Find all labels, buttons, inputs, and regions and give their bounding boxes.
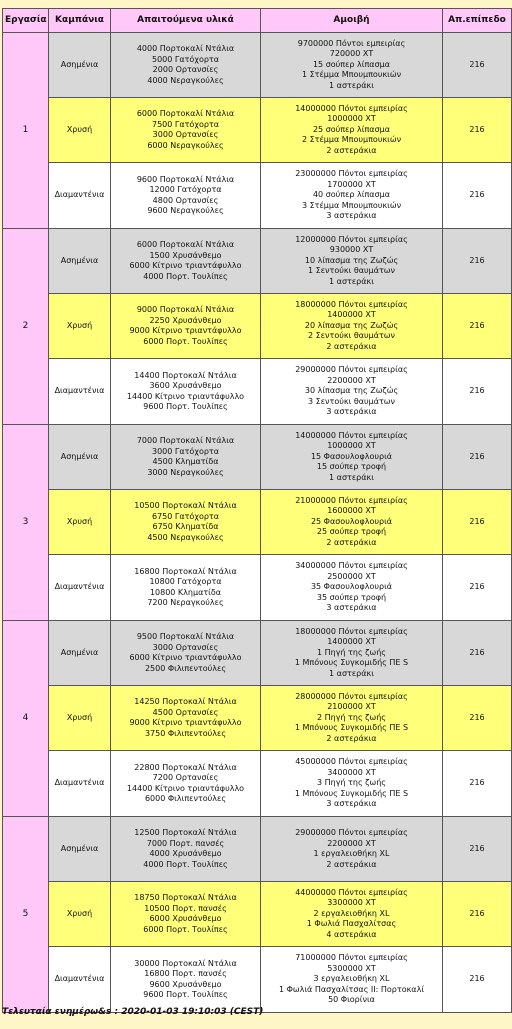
reward-item: 1 εργαλειοθήκη XL [313, 849, 390, 858]
required-level: 216 [443, 621, 512, 686]
campaign-label: Ασημένια [49, 229, 111, 294]
reward-item: 2 εργαλειοθήκη XL [313, 908, 390, 918]
material-item: 2500 Φιλιπεντούλες [144, 663, 227, 673]
table-row [3, 817, 512, 882]
reward-item: 2 Πηγή της ζωής [316, 712, 386, 722]
reward-item: 1 αστεράκι [329, 668, 374, 678]
material-item: 4500 Ορτανσίες [152, 707, 219, 717]
reward-item: 3400000 ΧΤ [327, 767, 376, 777]
material-item: 10800 Κληματίδα [149, 587, 222, 597]
reward-item: 2 αστεράκια [326, 341, 377, 351]
table-row [3, 882, 512, 947]
reward-item: 25 Φασουλοφλουριά [310, 516, 393, 526]
material-item: 6750 Γατόχορτα [151, 511, 220, 521]
table-row [3, 425, 512, 490]
reward-item: 1000000 ΧΤ [327, 441, 376, 451]
materials-cell [111, 425, 261, 490]
required-level: 216 [443, 751, 512, 817]
table-row [3, 490, 512, 555]
table-row [3, 751, 512, 817]
reward-item: 1 αστεράκι [329, 472, 374, 482]
reward-item: 930000 ΧΤ [329, 245, 374, 255]
quest-table [2, 8, 512, 1013]
reward-item: 15 σούπερ τροφή [316, 462, 387, 472]
last-updated: Τελευταία ενημέρω&s : 2020-01-03 19:10:03 (CEST) [2, 1007, 264, 1017]
rewards-cell [261, 163, 443, 229]
reward-item: 15 Φασουλοφλουριά [310, 451, 393, 461]
table-row [3, 229, 512, 294]
required-level: 216 [443, 229, 512, 294]
rewards-cell [261, 359, 443, 425]
required-level: 216 [443, 947, 512, 1013]
header-level: Απ.επίπεδο [443, 9, 512, 33]
material-item: 9600 Πορτοκαλί Ντάλια [136, 174, 235, 184]
material-item: 10800 Γατόχορτα [149, 577, 222, 586]
rewards-cell [261, 555, 443, 621]
material-item: 7000 Πορτ. πανσές [146, 838, 225, 848]
reward-item: 14000000 Πόντοι εμπειρίας [295, 103, 408, 113]
rewards-cell [261, 490, 443, 555]
reward-item: 23000000 Πόντοι εμπειρίας [295, 169, 408, 179]
campaign-label: Διαμαντένια [49, 163, 111, 229]
reward-item: 1400000 ΧΤ [327, 637, 376, 647]
rewards-cell [261, 621, 443, 686]
reward-item: 5300000 ΧΤ [327, 963, 376, 973]
campaign-label: Διαμαντένια [49, 751, 111, 817]
reward-item: 71000000 Πόντοι εμπειρίας [295, 953, 408, 963]
reward-item: 12000000 Πόντοι εμπειρίας [295, 234, 408, 244]
campaign-label: Χρυσή [49, 882, 111, 947]
required-level: 216 [443, 686, 512, 751]
reward-item: 34000000 Πόντοι εμπειρίας [295, 561, 408, 571]
campaign-label: Διαμαντένια [49, 359, 111, 425]
material-item: 6750 Κληματίδα [152, 522, 219, 531]
quest-number: 4 [3, 621, 49, 817]
rewards-cell [261, 947, 443, 1013]
table-row [3, 294, 512, 359]
reward-item: 29000000 Πόντοι εμπειρίας [295, 828, 408, 837]
materials-cell [111, 33, 261, 98]
material-item: 6000 Πορτ. Τουλίπες [143, 336, 228, 346]
materials-cell [111, 359, 261, 425]
material-item: 9600 Πορτ. Τουλίπες [143, 402, 228, 411]
material-item: 6000 Πορτοκαλί Ντάλια [136, 109, 235, 118]
reward-item: 15 σούπερ λίπασμα [312, 59, 391, 69]
material-item: 12500 Πορτοκαλί Ντάλια [134, 828, 237, 837]
materials-cell [111, 294, 261, 359]
material-item: 14250 Πορτοκαλί Ντάλια [134, 697, 237, 706]
rewards-cell [261, 98, 443, 163]
material-item: 16800 Πορτοκαλί Ντάλια [134, 566, 237, 576]
required-level: 216 [443, 490, 512, 555]
material-item: 5000 Γατόχορτα [151, 54, 220, 64]
reward-item: 50 Φιορίνια [328, 995, 375, 1005]
material-item: 6000 Νεραγκούλες [147, 140, 224, 150]
header-campaign: Καμπάνια [49, 9, 111, 33]
material-item: 4000 Πορτοκαλί Ντάλια [136, 44, 235, 53]
reward-item: 2 αστεράκια [326, 859, 377, 869]
reward-item: 18000000 Πόντοι εμπειρίας [295, 299, 408, 309]
quest-number: 3 [3, 425, 49, 621]
campaign-label: Ασημένια [49, 817, 111, 882]
materials-cell [111, 490, 261, 555]
required-level: 216 [443, 163, 512, 229]
reward-item: 3 Πηγή της ζωής [316, 778, 386, 788]
reward-item: 21000000 Πόντοι εμπειρίας [295, 495, 408, 505]
reward-item: 2200000 ΧΤ [327, 375, 376, 385]
reward-item: 3 αστεράκια [326, 407, 377, 417]
campaign-label: Ασημένια [49, 621, 111, 686]
material-item: 4000 Πορτ. Τουλίπες [143, 859, 228, 869]
reward-item: 2 αστεράκια [326, 537, 377, 547]
table-row [3, 947, 512, 1013]
material-item: 4800 Ορτανσίες [152, 195, 219, 205]
rewards-cell [261, 817, 443, 882]
reward-item: 4 αστεράκια [326, 929, 377, 939]
reward-item: 2 αστεράκια [326, 145, 377, 155]
reward-item: 2100000 ΧΤ [327, 702, 376, 712]
reward-item: 1 Μπόνους Συγκομιδής ΠΕ S [294, 723, 409, 733]
header-quest: Εργασία [3, 9, 49, 33]
reward-item: 3 εργαλειοθήκη XL [313, 974, 390, 984]
reward-item: 1 αστεράκι [329, 276, 374, 286]
reward-item: 1 Πηγή της ζωής [316, 647, 386, 657]
reward-item: 1 Φωλιά Πασχαλίτσας II: Πορτοκαλί [278, 984, 425, 994]
quest-table-body [3, 33, 512, 1013]
reward-item: 44000000 Πόντοι εμπειρίας [295, 887, 408, 897]
reward-item: 25 σούπερ τροφή [316, 527, 387, 537]
rewards-cell [261, 229, 443, 294]
campaign-label: Ασημένια [49, 33, 111, 98]
reward-item: 1000000 ΧΤ [327, 114, 376, 124]
table-row [3, 163, 512, 229]
campaign-label: Χρυσή [49, 490, 111, 555]
required-level: 216 [443, 98, 512, 163]
reward-item: 40 σούπερ λίπασμα [312, 190, 391, 200]
material-item: 9500 Πορτοκαλί Ντάλια [136, 632, 235, 641]
reward-item: 10 λίπασμα της Ζωζώς [304, 255, 399, 265]
material-item: 16800 Πορτ. πανσές [144, 969, 227, 978]
reward-item: 2500000 ΧΤ [327, 571, 376, 581]
reward-item: 3300000 ΧΤ [327, 898, 376, 908]
material-item: 6000 Φιλιπεντούλες [144, 794, 227, 803]
material-item: 6000 Πορτ. Τουλίπες [143, 924, 228, 934]
material-item: 1500 Χρυσάνθεμο [149, 250, 222, 260]
material-item: 9000 Κίτρινο τριαντάφυλλο [129, 326, 242, 335]
reward-item: 720000 ΧΤ [329, 49, 374, 59]
required-level: 216 [443, 359, 512, 425]
material-item: 6000 Χρυσάνθεμο [149, 914, 222, 923]
reward-item: 1 αστεράκι [329, 80, 374, 90]
materials-cell [111, 98, 261, 163]
material-item: 4500 Νεραγκούλες [147, 532, 224, 542]
table-row [3, 686, 512, 751]
reward-item: 20 λίπασμα της Ζωζώς [304, 320, 399, 330]
reward-item: 1 Μπόνους Συγκομιδής ΠΕ S [294, 788, 409, 798]
material-item: 6000 Κίτρινο τριαντάφυλλο [129, 261, 242, 270]
material-item: 30000 Πορτοκαλί Ντάλια [134, 958, 237, 968]
table-header-row [3, 9, 512, 33]
table-row [3, 359, 512, 425]
materials-cell [111, 229, 261, 294]
material-item: 9000 Πορτοκαλί Ντάλια [136, 305, 235, 314]
required-level: 216 [443, 33, 512, 98]
material-item: 14400 Κίτρινο τριαντάφυλλο [126, 783, 245, 793]
rewards-cell [261, 425, 443, 490]
reward-item: 1 Στέμμα Μπουμπουκιών [301, 70, 402, 80]
materials-cell [111, 817, 261, 882]
reward-item: 3 αστεράκια [326, 799, 377, 809]
materials-cell [111, 882, 261, 947]
material-item: 3600 Χρυσάνθεμο [149, 381, 222, 390]
reward-item: 1700000 ΧΤ [327, 179, 376, 189]
header-reward: Αμοιβή [261, 9, 443, 33]
reward-item: 1600000 ΧΤ [327, 506, 376, 516]
reward-item: 30 λίπασμα της Ζωζώς [304, 386, 399, 396]
quest-number: 1 [3, 33, 49, 229]
campaign-label: Χρυσή [49, 98, 111, 163]
quest-number: 2 [3, 229, 49, 425]
campaign-label: Διαμαντένια [49, 947, 111, 1013]
reward-item: 25 σούπερ λίπασμα [312, 124, 391, 134]
material-item: 3000 Γατόχορτα [151, 446, 220, 456]
reward-item: 2 αστεράκια [326, 733, 377, 743]
material-item: 4500 Κληματίδα [152, 457, 219, 466]
reward-item: 1400000 ΧΤ [327, 310, 376, 320]
campaign-label: Χρυσή [49, 294, 111, 359]
reward-item: 2 Στέμμα Μπουμπουκιών [301, 135, 402, 145]
material-item: 9000 Κίτρινο τριαντάφυλλο [129, 718, 242, 727]
materials-cell [111, 947, 261, 1013]
material-item: 3000 Ορτανσίες [152, 130, 219, 139]
rewards-cell [261, 33, 443, 98]
material-item: 7200 Νεραγκούλες [147, 598, 224, 607]
table-row [3, 33, 512, 98]
reward-item: 18000000 Πόντοι εμπειρίας [295, 626, 408, 636]
campaign-label: Ασημένια [49, 425, 111, 490]
rewards-cell [261, 294, 443, 359]
material-item: 9600 Χρυσάνθεμο [149, 979, 222, 989]
quest-number: 5 [3, 817, 49, 1013]
rewards-cell [261, 751, 443, 817]
materials-cell [111, 751, 261, 817]
material-item: 2250 Χρυσάνθεμο [149, 315, 222, 325]
material-item: 12000 Γατόχορτα [149, 185, 222, 194]
reward-item: 28000000 Πόντοι εμπειρίας [295, 691, 408, 701]
reward-item: 2 Σεντούκι θαυμάτων [308, 331, 395, 341]
material-item: 22800 Πορτοκαλί Ντάλια [134, 762, 237, 772]
reward-item: 3 αστεράκια [326, 603, 377, 613]
material-item: 7500 Γατόχορτα [151, 119, 220, 129]
reward-item: 29000000 Πόντοι εμπειρίας [295, 365, 408, 375]
reward-item: 35 Φασουλοφλουριά [310, 582, 393, 592]
material-item: 9600 Πορτ. Τουλίπες [143, 990, 228, 999]
reward-item: 3 Σεντούκι θαυμάτων [308, 396, 395, 406]
reward-item: 35 σούπερ τροφή [316, 592, 387, 602]
table-row [3, 98, 512, 163]
table-row [3, 555, 512, 621]
required-level: 216 [443, 817, 512, 882]
material-item: 14400 Πορτοκαλί Ντάλια [134, 370, 237, 380]
rewards-cell [261, 686, 443, 751]
table-row [3, 621, 512, 686]
reward-item: 3 Στέμμα Μπουμπουκιών [301, 200, 402, 210]
materials-cell [111, 621, 261, 686]
reward-item: 1 Φωλιά Πασχαλίτσας [306, 919, 397, 929]
material-item: 9600 Νεραγκούλες [147, 206, 224, 215]
reward-item: 3 αστεράκια [326, 211, 377, 221]
material-item: 3000 Νεραγκούλες [147, 467, 224, 477]
reward-item: 9700000 Πόντοι εμπειρίας [297, 38, 406, 48]
required-level: 216 [443, 294, 512, 359]
reward-item: 2200000 ΧΤ [327, 838, 376, 848]
campaign-label: Διαμαντένια [49, 555, 111, 621]
materials-cell [111, 686, 261, 751]
material-item: 3750 Φιλιπεντούλες [144, 728, 227, 738]
materials-cell [111, 555, 261, 621]
material-item: 6000 Κίτρινο τριαντάφυλλο [129, 653, 242, 662]
material-item: 4000 Χρυσάνθεμο [149, 849, 222, 858]
reward-item: 1 Μπόνους Συγκομιδής ΠΕ S [294, 658, 409, 668]
required-level: 216 [443, 555, 512, 621]
reward-item: 45000000 Πόντοι εμπειρίας [295, 757, 408, 767]
rewards-cell [261, 882, 443, 947]
material-item: 4000 Πορτ. Τουλίπες [143, 271, 228, 281]
material-item: 18750 Πορτοκαλί Ντάλια [134, 893, 237, 902]
required-level: 216 [443, 882, 512, 947]
material-item: 6000 Πορτοκαλί Ντάλια [136, 240, 235, 249]
reward-item: 14000000 Πόντοι εμπειρίας [295, 430, 408, 440]
materials-cell [111, 163, 261, 229]
material-item: 4000 Νεραγκούλες [147, 75, 224, 85]
required-level: 216 [443, 425, 512, 490]
reward-item: 1 Σεντούκι θαυμάτων [308, 266, 395, 276]
material-item: 10500 Πορτ. πανσές [144, 903, 227, 913]
material-item: 7000 Πορτοκαλί Ντάλια [136, 436, 235, 445]
material-item: 14400 Κίτρινο τριαντάφυλλο [126, 391, 245, 401]
material-item: 7200 Ορτανσίες [152, 773, 219, 782]
material-item: 2000 Ορτανσίες [152, 65, 219, 74]
material-item: 10500 Πορτοκαλί Ντάλια [134, 501, 237, 510]
campaign-label: Χρυσή [49, 686, 111, 751]
header-materials: Απαιτούμενα υλικά [111, 9, 261, 33]
material-item: 3000 Ορτανσίες [152, 642, 219, 652]
